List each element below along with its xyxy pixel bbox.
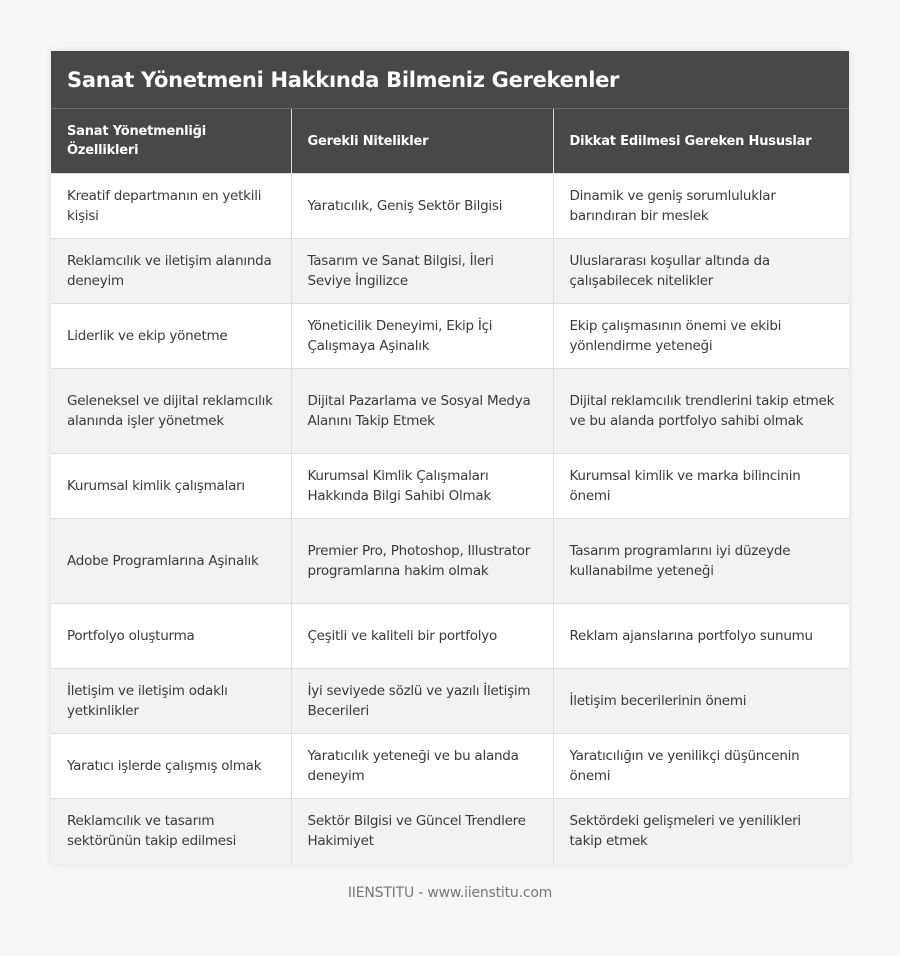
table-cell: Tasarım programlarını iyi düzeyde kullanabilme yeteneği xyxy=(553,519,849,604)
table-cell: Adobe Programlarına Aşinalık xyxy=(51,519,291,604)
table-cell: Tasarım ve Sanat Bilgisi, İleri Seviye İngilizce xyxy=(291,239,553,304)
table-cell: Dinamik ve geniş sorumluluklar barındıran bir meslek xyxy=(553,174,849,239)
table-cell: Premier Pro, Photoshop, Illustrator programlarına hakim olmak xyxy=(291,519,553,604)
table-cell: Kurumsal Kimlik Çalışmaları Hakkında Bilgi Sahibi Olmak xyxy=(291,454,553,519)
info-table xyxy=(51,109,849,864)
table-cell: Dijital reklamcılık trendlerini takip etmek ve bu alanda portfolyo sahibi olmak xyxy=(553,369,849,454)
column-header-features: Sanat Yönetmenliği Özellikleri xyxy=(51,109,291,174)
table-cell: Yaratıcılık yeteneği ve bu alanda deneyim xyxy=(291,734,553,799)
table-title: Sanat Yönetmeni Hakkında Bilmeniz Gerekenler xyxy=(51,51,849,109)
table-cell: İletişim ve iletişim odaklı yetkinlikler xyxy=(51,669,291,734)
table-cell: Reklam ajanslarına portfolyo sunumu xyxy=(553,604,849,669)
table-cell: Geleneksel ve dijital reklamcılık alanında işler yönetmek xyxy=(51,369,291,454)
table-header xyxy=(51,109,849,174)
info-table-card xyxy=(51,51,849,864)
table-cell: Çeşitli ve kaliteli bir portfolyo xyxy=(291,604,553,669)
table-row xyxy=(51,604,849,669)
table-row xyxy=(51,799,849,864)
table-row xyxy=(51,454,849,519)
table-row xyxy=(51,369,849,454)
table-row xyxy=(51,304,849,369)
table-row xyxy=(51,174,849,239)
table-row xyxy=(51,734,849,799)
table-cell: Reklamcılık ve tasarım sektörünün takip edilmesi xyxy=(51,799,291,864)
table-cell: Yöneticilik Deneyimi, Ekip İçi Çalışmaya Aşinalık xyxy=(291,304,553,369)
table-cell: Portfolyo oluşturma xyxy=(51,604,291,669)
table-row xyxy=(51,239,849,304)
table-cell: Sektör Bilgisi ve Güncel Trendlere Hakimiyet xyxy=(291,799,553,864)
footer-credit: IIENSTITU - www.iienstitu.com xyxy=(347,885,553,901)
table-cell: Yaratıcı işlerde çalışmış olmak xyxy=(51,734,291,799)
table-cell: Kreatif departmanın en yetkili kişisi xyxy=(51,174,291,239)
table-cell: Yaratıcılığın ve yenilikçi düşüncenin önemi xyxy=(553,734,849,799)
table-cell: İyi seviyede sözlü ve yazılı İletişim Becerileri xyxy=(291,669,553,734)
table-row xyxy=(51,519,849,604)
table-cell: Reklamcılık ve iletişim alanında deneyim xyxy=(51,239,291,304)
column-header-qualifications: Gerekli Nitelikler xyxy=(291,109,553,174)
header-row xyxy=(51,109,849,174)
table-cell: Uluslararası koşullar altında da çalışabilecek nitelikler xyxy=(553,239,849,304)
table-cell: İletişim becerilerinin önemi xyxy=(553,669,849,734)
table-cell: Yaratıcılık, Geniş Sektör Bilgisi xyxy=(291,174,553,239)
table-cell: Kurumsal kimlik ve marka bilincinin önemi xyxy=(553,454,849,519)
table-row xyxy=(51,669,849,734)
column-header-considerations: Dikkat Edilmesi Gereken Hususlar xyxy=(553,109,849,174)
table-cell: Dijital Pazarlama ve Sosyal Medya Alanını Takip Etmek xyxy=(291,369,553,454)
table-cell: Liderlik ve ekip yönetme xyxy=(51,304,291,369)
table-cell: Ekip çalışmasının önemi ve ekibi yönlendirme yeteneği xyxy=(553,304,849,369)
table-cell: Kurumsal kimlik çalışmaları xyxy=(51,454,291,519)
table-body xyxy=(51,174,849,864)
table-cell: Sektördeki gelişmeleri ve yenilikleri takip etmek xyxy=(553,799,849,864)
